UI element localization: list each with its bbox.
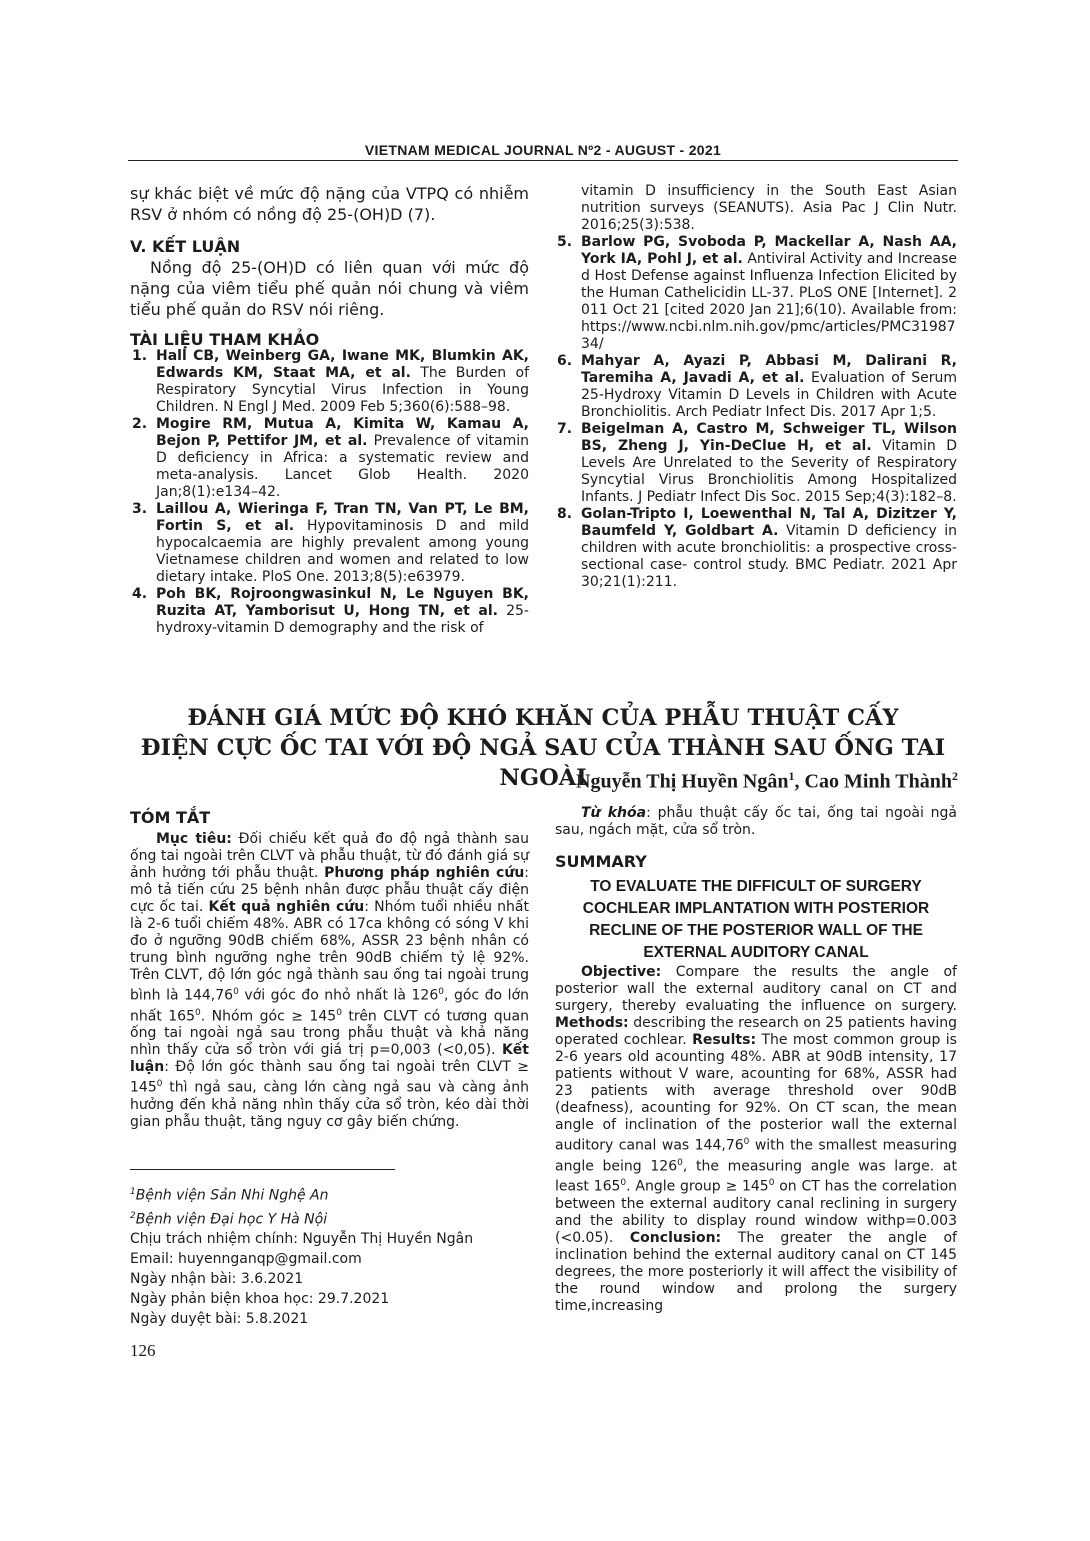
abstract-vi-column <box>130 809 529 1131</box>
reference-authors: Mahyar A, Ayazi P, Abbasi M, Dalirani R, Taremiha A, Javadi A, et al. <box>581 353 957 386</box>
reference-text: The Burden of Respiratory Syncytial Virus Infection in Young Children. N Engl J Med. 2009 Feb 5;360(6):588–98. <box>156 365 530 415</box>
abstract-label-conclusion: Kết luận <box>130 1042 529 1076</box>
corresponding-author: Chịu trách nhiệm chính: Nguyễn Thị Huyền Ngân <box>130 1231 474 1248</box>
reference-item <box>555 421 957 506</box>
abstract-text-part: : mô tả tiến cứu 25 bệnh nhân được phẫu thuật cấy điện cực ốc tai. <box>130 865 530 915</box>
degree-superscript: 0 <box>620 1178 627 1189</box>
abstract-text-part: thì ngả sau, càng lớn càng ngả sau và càng ảnh hưởng đến khả năng nhìn thấy cửa sổ tròn, kéo dài thời gian phẫu thuật, tăng nguy cơ gây biến chứng. <box>130 1079 529 1130</box>
journal-header: VIETNAM MEDICAL JOURNAL Nº2 - AUGUST - 2021 <box>364 142 722 158</box>
reference-text: Evaluation of Serum 25-Hydroxy Vitamin D Levels in Children with Acute Bronchiolitis. Arch Pediatr Infect Dis. 2017 Apr 1;5. <box>581 370 957 420</box>
summary-label-conclusion: Conclusion: <box>629 1229 722 1246</box>
reference-authors: Laillou A, Wieringa F, Tran TN, Van PT, Le BM, Fortin S, et al. <box>156 501 529 534</box>
reference-number: 3. <box>132 501 148 517</box>
email: Email: huyennganqp@gmail.com <box>130 1251 362 1268</box>
reference-item <box>555 234 957 353</box>
summary-text-part: with the smallest measuring angle being 126 <box>555 1137 957 1175</box>
degree-superscript: 0 <box>743 1137 750 1147</box>
prev-article-right-column <box>555 183 957 591</box>
summary-text-part: . Angle group ≥ 145 <box>626 1178 769 1195</box>
reference-authors: Mogire RM, Mutua A, Kimita W, Kamau A, Bejon P, Pettifor JM, et al. <box>156 416 529 449</box>
abstract-text-part: trên CLVT có tương quan ống tai ngoài ngả sau trong phẫu thuật và khả năng nhìn thấy cửa sổ tròn với giá trị p=0,003 (<0,05). <box>130 1008 529 1059</box>
author-separator: , <box>794 770 805 793</box>
references-list-left <box>130 348 529 637</box>
conclusion-text: Nồng độ 25-(OH)D có liên quan với mức độ nặng của viêm tiểu phế quản nói chung và viêm tiểu phế quản do RSV nói riêng. <box>130 258 529 319</box>
abstract-vi-text <box>130 831 529 1131</box>
author-affiliation-marker: 1 <box>788 769 795 783</box>
abstract-text-part: , góc đo lớn nhất 165 <box>130 987 529 1025</box>
reference-item <box>130 501 529 586</box>
affiliation-text: Bệnh viện Đại học Y Hà Nội <box>135 1211 328 1228</box>
degree-superscript: 0 <box>438 987 444 997</box>
affiliation-1 <box>130 1182 473 1206</box>
article-title-line1: ĐÁNH GIÁ MỨC ĐỘ KHÓ KHĂN CỦA PHẪU THUẬT CẤY <box>187 705 899 731</box>
conclusion-heading: V. KẾT LUẬN <box>130 237 241 256</box>
date-reviewed: Ngày phản biện khoa học: 29.7.2021 <box>130 1291 390 1308</box>
degree-superscript: 0 <box>336 1007 342 1018</box>
summary-text-part: describing the research on 25 patients having operated cochlear. <box>555 1015 957 1048</box>
abstract-heading: TÓM TẮT <box>130 808 211 827</box>
summary-en-column <box>555 805 957 1315</box>
summary-text-part: , the measuring angle was large. at least 165 <box>555 1158 957 1195</box>
summary-label-objective: Objective: <box>581 964 662 980</box>
reference-item <box>130 348 529 416</box>
reference-text: Prevalence of vitamin D deficiency in Africa: a systematic review and meta-analysis. Lancet Glob Health. 2020 Jan;8(1):e134–42. <box>156 433 529 500</box>
date-received: Ngày nhận bài: 3.6.2021 <box>130 1271 304 1288</box>
reference-text: vitamin D insufficiency in the South East Asian nutrition surveys (SEANUTS). Asia Pac J Clin Nutr. 2016;25(3):538. <box>581 183 957 233</box>
reference-authors: Poh BK, Rojroongwasinkul N, Le Nguyen BK, Ruzita AT, Yamborisut U, Hong TN, et al. <box>156 586 529 619</box>
date-approved: Ngày duyệt bài: 5.8.2021 <box>130 1311 309 1328</box>
abstract-text-part: . Nhóm góc ≥ 145 <box>200 1008 337 1025</box>
reference-continuation <box>555 183 957 234</box>
reference-authors: Barlow PG, Svoboda P, Mackellar A, Nash AA, York IA, Pohl J, et al. <box>581 234 957 267</box>
degree-superscript: 0 <box>233 987 239 997</box>
abstract-label-results: Kết quả nghiên cứu <box>208 899 365 915</box>
author-affiliation-marker: 2 <box>952 769 958 783</box>
reference-number: 1. <box>132 348 148 364</box>
footnote-rule <box>130 1169 395 1170</box>
reference-number: 6. <box>557 353 573 369</box>
keywords-label: Từ khóa <box>581 805 647 821</box>
summary-text-part: The most common group is 2-6 years old acounting 48%. ABR at 90dB intensity, 17 patients without V ware, acounting for 68%, ASSR had 23 patients with average threshold over 90dB (deafness), acounting for 92%. On CT scan, the mean angle of inclination of the posterior wall the external auditory canal was 144,76 <box>555 1032 957 1154</box>
references-list-right <box>555 183 957 591</box>
abstract-text-part: với góc đo nhỏ nhất là 126 <box>238 987 439 1004</box>
summary-text-part: The greater the angle of inclination behind the external auditory canal on CT 145 degrees, the more posteriorly it will affect the visibility of the round window and prolong the surgery time,increasing <box>555 1229 957 1314</box>
affiliation-text: Bệnh viện Sản Nhi Nghệ An <box>135 1187 329 1204</box>
reference-text: 25-hydroxy-vitamin D demography and the risk of <box>156 603 529 636</box>
summary-label-methods: Methods: <box>555 1015 629 1031</box>
references-heading: TÀI LIỆU THAM KHẢO <box>130 330 320 349</box>
affiliation-2 <box>130 1206 473 1230</box>
reference-number: 5. <box>557 234 573 250</box>
reference-item <box>555 506 957 591</box>
degree-superscript: 0 <box>195 1007 201 1018</box>
degree-superscript: 0 <box>156 1079 163 1090</box>
footnotes <box>130 1182 473 1329</box>
reference-number: 2. <box>132 416 148 432</box>
reference-text: Vitamin D Levels Are Unrelated to the Severity of Respiratory Syncytial Virus Bronchiolitis Among Hospitalized Infants. J Pediatr Infect Dis Soc. 2015 Sep;4(3):182–8. <box>581 438 957 505</box>
summary-en-text <box>555 964 957 1315</box>
summary-heading: SUMMARY <box>555 852 647 871</box>
abstract-text-part: Đối chiếu kết quả đo độ ngả thành sau ống tai ngoài trên CLVT và phẫu thuật, từ đó đánh giá sự ảnh hưởng tới phẫu thuật. <box>130 831 530 881</box>
reference-text: Vitamin D deficiency in children with acute bronchiolitis: a prospective cross-sectional case- control study. BMC Pediatr. 2021 Apr 30;21(1):211. <box>581 523 958 590</box>
summary-text-part: on CT has the correlation between the external auditory canal reclining in surgery and the ability to display round window withp=0.003 (<0.05). <box>555 1178 958 1246</box>
abstract-text-part: : Độ lớn góc thành sau ống tai ngoài trên CLVT ≥ 145 <box>130 1059 529 1096</box>
summary-text-part: Compare the results the angle of posterior wall the external auditory canal on CT and surgery, thereby evaluating the influence on surgery. <box>555 964 957 1014</box>
page-number: 126 <box>130 1341 156 1360</box>
degree-superscript: 0 <box>677 1157 683 1168</box>
abstract-text-part: : Nhóm tuổi nhiều nhất là 2-6 tuổi chiếm 48%. ABR có 17ca không có sóng V khi đo ở ngưỡng 90dB chiếm 68%, ASSR 23 bệnh nhân có trung bình ngưỡng nghe trên 90dB chiếm tỷ lệ 92%. Trên CLVT, độ lớn góc ngả thành sau ống tai ngoài trung bình là 144,76 <box>130 899 530 1004</box>
reference-item <box>130 586 529 637</box>
keywords <box>555 805 957 839</box>
keywords-text: : phẫu thuật cấy ốc tai, ống tai ngoài ngả sau, ngách mặt, cửa sổ tròn. <box>555 805 958 838</box>
reference-number: 4. <box>132 586 148 602</box>
article-authors <box>576 769 958 794</box>
author-name: Nguyễn Thị Huyền Ngân <box>576 770 789 793</box>
reference-item <box>555 353 957 421</box>
affiliation-marker: 1 <box>130 1187 136 1197</box>
prev-article-left-column <box>130 183 529 637</box>
reference-number: 8. <box>557 506 573 522</box>
author-name: Cao Minh Thành <box>804 770 952 793</box>
summary-title: TO EVALUATE THE DIFFICULT OF SURGERY COCHLEAR IMPLANTATION WITH POSTERIOR RECLINE OF THE POSTERIOR WALL OF THE EXTERNAL AUDITORY CANAL <box>582 878 930 961</box>
reference-item <box>130 416 529 501</box>
reference-authors: Beigelman A, Castro M, Schweiger TL, Wilson BS, Zheng J, Yin-DeClue H, et al. <box>581 421 957 454</box>
degree-superscript: 0 <box>768 1178 775 1189</box>
article-title-line2: ĐIỆN CỰC ỐC TAI VỚI ĐỘ NGẢ SAU CỦA THÀNH SAU ỐNG TAI NGOÀI <box>140 735 946 791</box>
reference-text: Hypovitaminosis D and mild hypocalcaemia are highly prevalent among young Vietnamese children and women and related to low dietary intake. PloS One. 2013;8(5):e63979. <box>156 518 529 585</box>
abstract-label-method: Phương pháp nghiên cứu <box>324 865 525 881</box>
reference-authors: Hall CB, Weinberg GA, Iwane MK, Blumkin AK, Edwards KM, Staat MA, et al. <box>156 348 529 381</box>
reference-number: 7. <box>557 421 573 437</box>
summary-label-results: Results: <box>692 1032 757 1048</box>
reference-authors: Golan-Tripto I, Loewenthal N, Tal A, Dizitzer Y, Baumfeld Y, Goldbart A. <box>581 506 957 539</box>
prev-intro-text: sự khác biệt về mức độ nặng của VTPQ có nhiễm RSV ở nhóm có nồng độ 25-(OH)D (7). <box>130 184 529 224</box>
affiliation-marker: 2 <box>130 1210 136 1221</box>
abstract-label-objective: Mục tiêu: <box>156 831 232 847</box>
reference-text: Antiviral Activity and Increased Host Defense against Influenza Infection Elicited by the Human Cathelicidin LL-37. PLoS ONE [Internet]. 2011 Oct 21 [cited 2020 Jan 21];6(10). Available from: https://www.ncbi.nlm.nih.gov/pmc/articles/PMC3198734/ <box>581 251 957 352</box>
header-rule <box>128 160 958 161</box>
